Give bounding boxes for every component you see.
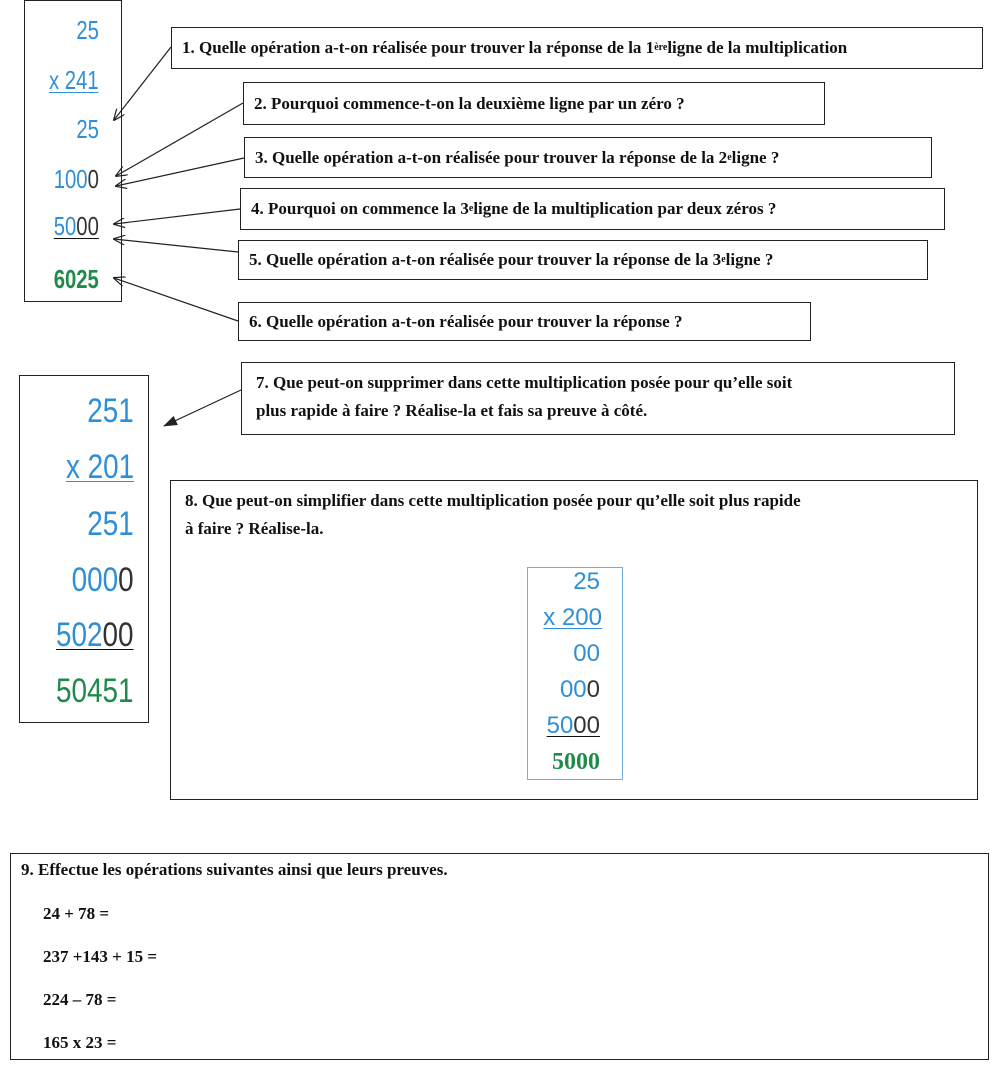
final-result: 6025 [53,264,99,294]
arrow-q5 [114,239,238,252]
operation-line: 237 +143 + 15 = [43,947,158,966]
partial-product-1: 00 [573,640,600,667]
partial-product-2: 1000 [53,164,99,194]
operand-top: 251 [87,392,134,430]
question-1: 1. Quelle opération a-t-on réalisée pour trouver la réponse de la 1 ère ligne de la multiplication [171,27,983,69]
question-7: 7. Que peut-on supprimer dans cette multiplication posée pour qu’elle soit plus rapide à faire ? Réalise-la et fais sa preuve à côté. [241,362,955,435]
partial-product-2: 000 [559,676,600,703]
arrow-q1 [114,47,171,120]
operand-multiplier: x 201 [65,448,134,486]
arrow-q4 [114,209,240,224]
partial-product-3: 5000 [546,712,600,739]
partial-product-2: 0000 [71,561,134,599]
question-4: 4. Pourquoi on commence la 3 e ligne de la multiplication par deux zéros ? [240,188,945,230]
operand-multiplier: x 241 [49,65,99,95]
operand-top: 25 [573,568,600,595]
question-5: 5. Quelle opération a-t-on réalisée pour trouver la réponse de la 3 e ligne ? [238,240,928,280]
arrow-q3 [116,158,244,186]
operation-line: 224 – 78 = [43,990,117,1009]
final-result: 5000 [552,749,600,775]
operation-line: 165 x 23 = [43,1033,117,1052]
arrow-q7 [164,390,241,426]
question-6: 6. Quelle opération a-t-on réalisée pour trouver la réponse ? [238,302,811,341]
exercise-9-title: 9. Effectue les opérations suivantes ainsi que leurs preuves. [21,860,448,879]
arrow-q2 [116,103,243,176]
operation-line: 24 + 78 = [43,904,110,923]
question-8: 8. Que peut-on simplifier dans cette multiplication posée pour qu’elle soit plus rapide à faire ? Réalise-la. 25 x 200 00 000 5000 5000 [170,480,978,800]
question-2: 2. Pourquoi commence-t-on la deuxième ligne par un zéro ? [243,82,825,125]
partial-product-1: 251 [87,505,134,543]
partial-product-3: 50200 [56,616,134,654]
question-3: 3. Quelle opération a-t-on réalisée pour trouver la réponse de la 2 e ligne ? [244,137,932,178]
partial-product-1: 25 [76,114,99,144]
partial-product-3: 5000 [53,211,99,241]
operand-multiplier: x 200 [543,604,602,631]
operand-top: 25 [76,15,99,45]
final-result: 50451 [56,672,134,710]
arrow-q6 [114,278,238,321]
